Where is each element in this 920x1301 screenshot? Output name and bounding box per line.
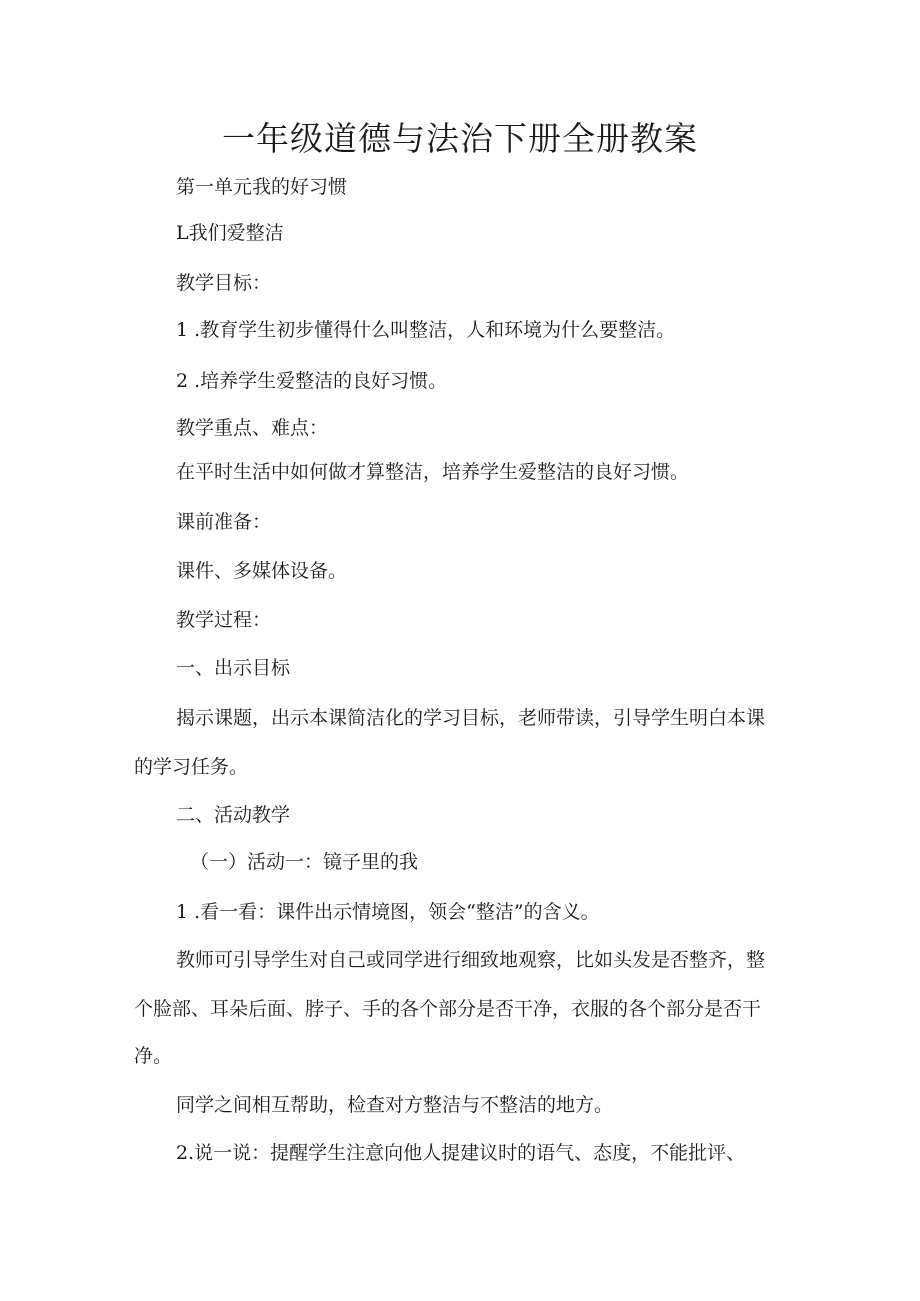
paragraph-line: 揭示课题，出示本课简洁化的学习目标，老师带读，引导学生明白本课 (176, 707, 766, 729)
activity-item-1: 1 .看一看：课件出示情境图，领会“整洁”的含义。 (176, 901, 600, 923)
section-label-process: 教学过程： (176, 609, 272, 631)
document-title: 一年级道德与法治下册全册教案 (222, 119, 698, 158)
lesson-heading: L我们爱整洁 (176, 222, 284, 244)
objective-item-2: 2 .培养学生爱整洁的良好习惯。 (176, 370, 448, 392)
paragraph-line: 个脸部、耳朵后面、脖子、手的各个部分是否干净，衣服的各个部分是否干 (134, 998, 762, 1020)
preparation-text: 课件、多媒体设备。 (176, 560, 348, 582)
unit-heading: 第一单元我的好习惯 (176, 176, 348, 198)
section-label-preparation: 课前准备： (176, 511, 272, 533)
section-label-objectives: 教学目标： (176, 272, 272, 294)
step-heading-2: 二、活动教学 (176, 804, 291, 826)
paragraph-line: 教师可引导学生对自己或同学进行细致地观察，比如头发是否整齐，整 (176, 949, 766, 971)
key-points-text: 在平时生活中如何做才算整洁，培养学生爱整洁的良好习惯。 (176, 461, 690, 483)
activity-heading-1: （一）活动一：镜子里的我 (190, 851, 419, 873)
paragraph-line: 的学习任务。 (134, 756, 249, 778)
activity-item-2: 2.说一说：提醒学生注意向他人提建议时的语气、态度，不能批评、 (176, 1142, 746, 1164)
paragraph-line: 同学之间相互帮助，检查对方整洁与不整洁的地方。 (176, 1094, 614, 1116)
paragraph-line: 净。 (134, 1045, 173, 1067)
step-heading-1: 一、出示目标 (176, 657, 291, 679)
objective-item-1: 1 .教育学生初步懂得什么叫整洁，人和环境为什么要整洁。 (176, 319, 676, 341)
section-label-key-points: 教学重点、难点： (176, 417, 329, 439)
